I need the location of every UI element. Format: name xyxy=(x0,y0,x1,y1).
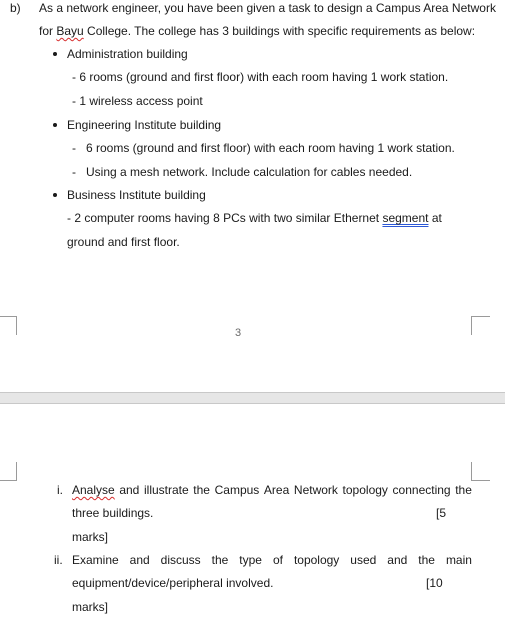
word: the xyxy=(193,483,210,497)
building-detail: ground and first floor. xyxy=(67,235,180,249)
document-page-bottom xyxy=(0,404,505,620)
spellcheck-word-analyse[interactable]: Analyse xyxy=(72,483,115,497)
crop-mark-icon xyxy=(0,316,17,335)
crop-mark-icon xyxy=(471,316,490,335)
task-1-marks: [5 xyxy=(436,506,447,520)
task-1-marks-close: marks] xyxy=(72,530,108,544)
word: type xyxy=(239,553,262,567)
word: the xyxy=(455,483,472,497)
word: topology xyxy=(293,553,340,567)
task-1-line-1 xyxy=(72,482,472,498)
word: Campus xyxy=(214,483,260,497)
word: illustrate xyxy=(143,483,189,497)
intro-rest-text: College. The college has 3 buildings with specific requirements as below: xyxy=(83,24,476,38)
detail-post-text: at xyxy=(428,211,442,225)
word: Area xyxy=(263,483,290,497)
task-numeral: ii. xyxy=(54,553,63,567)
building-detail: 6 rooms (ground and first floor) with each room having 1 work station. xyxy=(86,141,455,155)
crop-mark-icon xyxy=(471,462,490,481)
intro-for-text: for xyxy=(39,24,57,38)
bullet-icon xyxy=(53,123,57,127)
task-2-line-2: equipment/device/peripheral involved. xyxy=(72,576,274,590)
word: main xyxy=(445,553,472,567)
word: and xyxy=(387,553,408,567)
task-numeral: i. xyxy=(57,483,63,497)
word: and xyxy=(119,483,140,497)
dash-icon: - xyxy=(72,141,76,155)
intro-line-1: As a network engineer, you have been given a task to design a Campus Area Network xyxy=(39,1,496,15)
crop-mark-icon xyxy=(0,462,17,481)
building-detail: - 6 rooms (ground and first floor) with each room having 1 work station. xyxy=(72,70,449,84)
word: discuss xyxy=(160,553,201,567)
building-detail xyxy=(67,210,442,226)
building-name-engineering: Engineering Institute building xyxy=(67,118,222,132)
question-label: b) xyxy=(10,1,21,15)
word: used xyxy=(350,553,377,567)
task-2-marks-close: marks] xyxy=(72,600,108,614)
word: and xyxy=(129,553,150,567)
building-detail: Using a mesh network. Include calculation for cables needed. xyxy=(86,165,413,179)
task-1-line-2: three buildings. xyxy=(72,506,154,520)
word: Network xyxy=(293,483,338,497)
bullet-icon xyxy=(53,52,57,56)
word: connecting xyxy=(392,483,451,497)
building-name-administration: Administration building xyxy=(67,47,188,61)
page-separator xyxy=(0,392,505,404)
building-name-business: Business Institute building xyxy=(67,188,206,202)
dash-icon: - xyxy=(72,165,76,179)
detail-pre-text: - 2 computer rooms having 8 PCs with two similar Ethernet xyxy=(67,211,383,225)
building-detail: - 1 wireless access point xyxy=(72,94,203,108)
intro-line-2 xyxy=(39,23,475,39)
task-2-marks: [10 xyxy=(426,576,443,590)
grammar-word-segment[interactable]: segment xyxy=(382,211,429,225)
word: Examine xyxy=(72,553,119,567)
task-2-line-1 xyxy=(72,552,472,568)
word: topology xyxy=(342,483,388,497)
page-number: 3 xyxy=(235,327,242,339)
word: of xyxy=(272,553,283,567)
bullet-icon xyxy=(53,193,57,197)
word: the xyxy=(418,553,435,567)
word: the xyxy=(211,553,229,567)
spellcheck-word-bayu[interactable]: Bayu xyxy=(56,24,84,38)
